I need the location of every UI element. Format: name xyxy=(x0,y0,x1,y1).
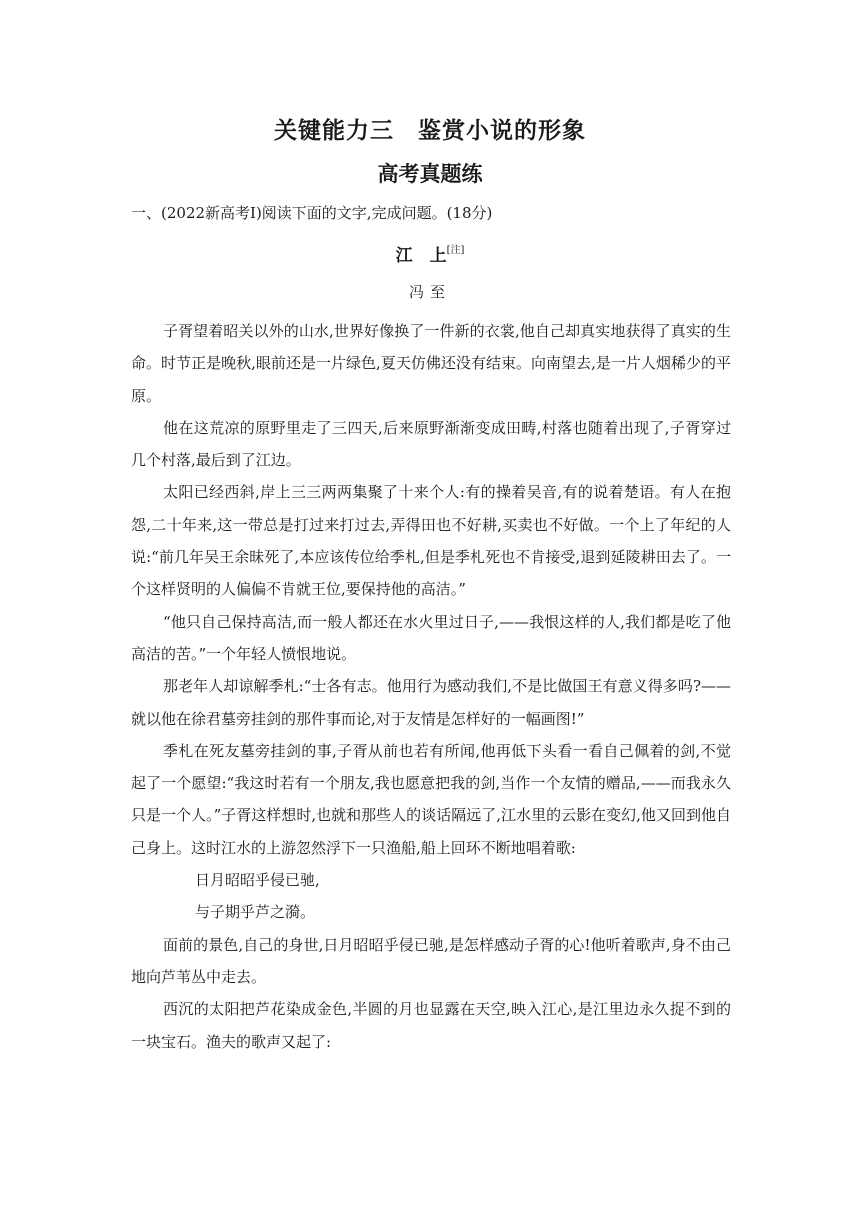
story-author: 冯至 xyxy=(408,283,451,301)
poem-line: 日月昭昭乎侵已驰, xyxy=(195,871,320,890)
story-title xyxy=(0,241,860,266)
paragraph: 那老年人却谅解季札:“士各有志。他用行为感动我们,不是比做国王有意义得多吗?——就以他在徐君墓旁挂剑的那件事而论,对于友情是怎样好的一幅画图!” xyxy=(131,677,731,728)
paragraph: 子胥望着昭关以外的山水,世界好像换了一件新的衣裳,他自己却真实地获得了真实的生命。时节正是晚秋,眼前还是一片绿色,夏天仿佛还没有结束。向南望去,是一片人烟稀少的平原。 xyxy=(131,322,731,405)
story-title-text: 江 上 xyxy=(395,246,447,266)
section-subtitle: 高考真题练 xyxy=(377,162,483,186)
question-prompt: 一、(2022新高考Ⅰ)阅读下面的文字,完成问题。(18分) xyxy=(131,204,493,222)
paragraph: 西沉的太阳把芦花染成金色,半圆的月也显露在天空,映入江心,是江里边永久捉不到的一块宝石。渔夫的歌声又起了: xyxy=(131,1000,731,1051)
paragraph: 面前的景色,自己的身世,日月昭昭乎侵已驰,是怎样感动子胥的心!他听着歌声,身不由己地向芦苇丛中走去。 xyxy=(131,935,731,986)
story-body xyxy=(131,315,731,1058)
paragraph: “他只自己保持高洁,而一般人都还在水火里过日子,——我恨这样的人,我们都是吃了他高洁的苦。”一个年轻人愤恨地说。 xyxy=(131,612,731,663)
paragraph: 他在这荒凉的原野里走了三四天,后来原野渐渐变成田畴,村落也随着出现了,子胥穿过几个村落,最后到了江边。 xyxy=(131,418,731,470)
footnote-marker: [注] xyxy=(446,245,465,256)
paragraph: 太阳已经西斜,岸上三三两两集聚了十来个人:有的操着吴音,有的说着楚语。有人在抱怨,二十年来,这一带总是打过来打过去,弄得田也不好耕,买卖也不好做。一个上了年纪的人说:“前几年吴王余昧死了,本应该传位给季札,但是季札死也不肯接受,退到延陵耕田去了。一个这样贤明的人偏偏不肯就王位,要保持他的高洁。” xyxy=(131,483,731,599)
paragraph: 季札在死友墓旁挂剑的事,子胥从前也若有所闻,他再低下头看一看自己佩着的剑,不觉起了一个愿望:“我这时若有一个朋友,我也愿意把我的剑,当作一个友情的赠品,——而我永久只是一个人。”子胥这样想时,也就和那些人的谈话隔远了,江水里的云影在变幻,他又回到他自己身上。这时江水的上游忽然浮下一只渔船,船上回环不断地唱着歌: xyxy=(131,741,731,857)
poem-line: 与子期乎芦之漪。 xyxy=(195,903,316,922)
page-title: 关键能力三 鉴赏小说的形象 xyxy=(274,118,586,144)
